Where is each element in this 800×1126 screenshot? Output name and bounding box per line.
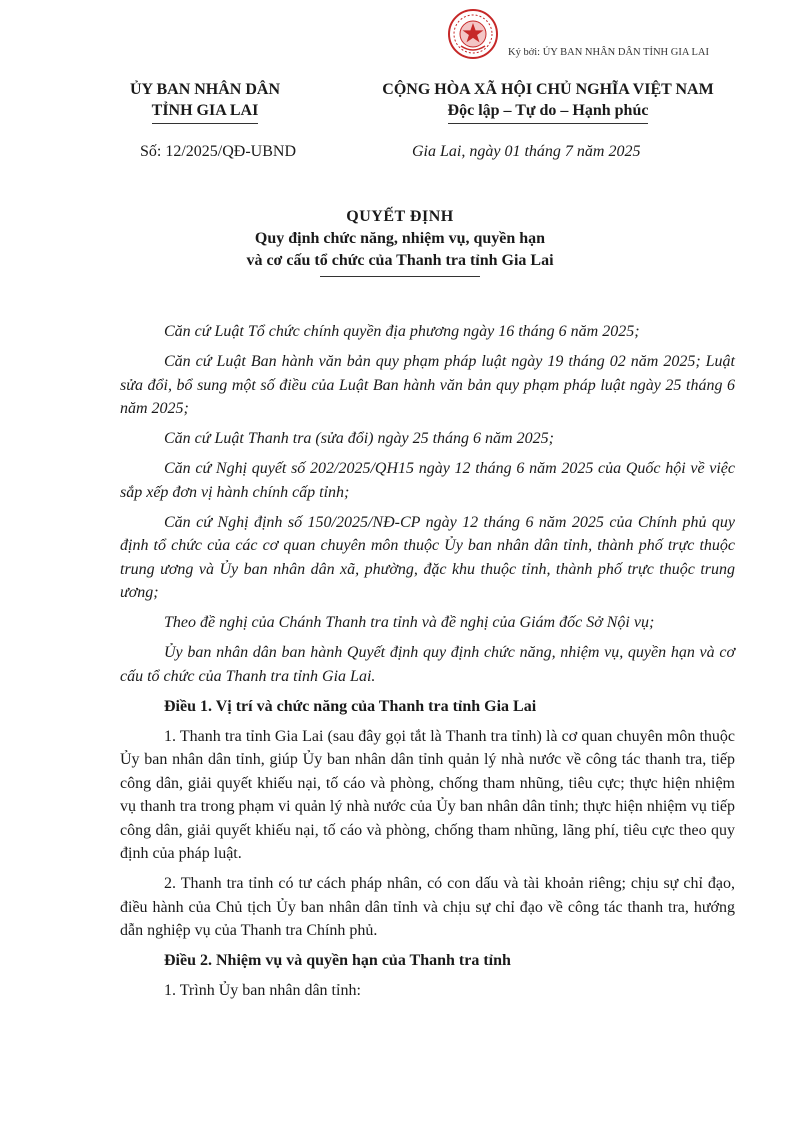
national-title [358, 79, 738, 124]
article-2-clause-1: 1. Trình Ủy ban nhân dân tỉnh: [164, 982, 361, 999]
decision-title: QUYẾT ĐỊNH [346, 208, 454, 225]
decision-subtitle-line1: Quy định chức năng, nhiệm vụ, quyền hạn [254, 230, 546, 247]
legal-basis-4: Căn cứ Nghị quyết số 202/2025/QH15 ngày 12 tháng 6 năm 2025 của Quốc hội về việc sắp xếp đơn vị hành chính cấp tỉnh; [120, 460, 735, 501]
issuing-agency [110, 79, 300, 124]
nation-name: CỘNG HÒA XÃ HỘI CHỦ NGHĨA VIỆT NAM [382, 81, 714, 98]
document-body [120, 320, 735, 1009]
legal-basis-5: Căn cứ Nghị định số 150/2025/NĐ-CP ngày 12 tháng 6 năm 2025 của Chính phủ quy định tổ chức của các cơ quan chuyên môn thuộc Ủy ban nhân dân tỉnh, thành phố trực thuộc trung ương và Ủy ban nhân dân xã, phường, đặc khu thuộc tỉnh, thành phố trực thuộc trung ương; [120, 513, 735, 601]
decision-heading [200, 206, 600, 277]
article-1-clause-2: 2. Thanh tra tỉnh có tư cách pháp nhân, có con dấu và tài khoản riêng; chịu sự chỉ đạo, điều hành của Chủ tịch Ủy ban nhân dân tỉnh và chịu sự chỉ đạo về công tác thanh tra, hướng dẫn nghiệp vụ của Thanh tra Chính phủ. [120, 875, 735, 939]
document-number: Số: 12/2025/QĐ-UBND [140, 143, 297, 160]
article-2-heading: Điều 2. Nhiệm vụ và quyền hạn của Thanh tra tỉnh [164, 952, 511, 969]
issuance-statement: Ủy ban nhân dân ban hành Quyết định quy định chức năng, nhiệm vụ, quyền hạn và cơ cấu tổ chức của Thanh tra tỉnh Gia Lai. [120, 644, 735, 685]
legal-basis-2: Căn cứ Luật Ban hành văn bản quy phạm pháp luật ngày 19 tháng 02 năm 2025; Luật sửa đổi, bổ sung một số điều của Luật Ban hành văn bản quy phạm pháp luật ngày 25 tháng 6 năm 2025; [120, 353, 735, 417]
article-1-clause-1: 1. Thanh tra tỉnh Gia Lai (sau đây gọi tắt là Thanh tra tỉnh) là cơ quan chuyên môn thuộc Ủy ban nhân dân tỉnh, giúp Ủy ban nhân dân tỉnh quản lý nhà nước về công tác thanh tra, tiếp công dân, giải quyết khiếu nại, tố cáo và phòng, chống tham nhũng, tiêu cực; thực hiện nhiệm vụ thanh tra trong phạm vi quản lý nhà nước của Ủy ban nhân dân tỉnh; thực hiện nhiệm vụ tiếp công dân, giải quyết khiếu nại, tố cáo và phòng, chống tham nhũng, lãng phí, tiêu cực theo quy định của pháp luật. [120, 727, 735, 862]
state-emblem-seal-icon [447, 8, 499, 60]
national-motto: Độc lập – Tự do – Hạnh phúc [448, 100, 649, 124]
title-underline [320, 276, 480, 277]
legal-basis-1: Căn cứ Luật Tổ chức chính quyền địa phương ngày 16 tháng 6 năm 2025; [164, 323, 640, 340]
agency-line2: TỈNH GIA LAI [152, 100, 259, 124]
place-and-date: Gia Lai, ngày 01 tháng 7 năm 2025 [412, 143, 641, 160]
decision-subtitle-line2: và cơ cấu tổ chức của Thanh tra tỉnh Gia Lai [246, 252, 554, 269]
proposal-basis: Theo đề nghị của Chánh Thanh tra tỉnh và đề nghị của Giám đốc Sở Nội vụ; [164, 614, 655, 631]
digital-signature-label: Ký bởi: ỦY BAN NHÂN DÂN TỈNH GIA LAI [508, 47, 709, 58]
article-1-heading: Điều 1. Vị trí và chức năng của Thanh tra tỉnh Gia Lai [164, 697, 537, 715]
legal-basis-3: Căn cứ Luật Thanh tra (sửa đổi) ngày 25 tháng 6 năm 2025; [164, 430, 554, 447]
agency-line1: ỦY BAN NHÂN DÂN [129, 81, 281, 98]
